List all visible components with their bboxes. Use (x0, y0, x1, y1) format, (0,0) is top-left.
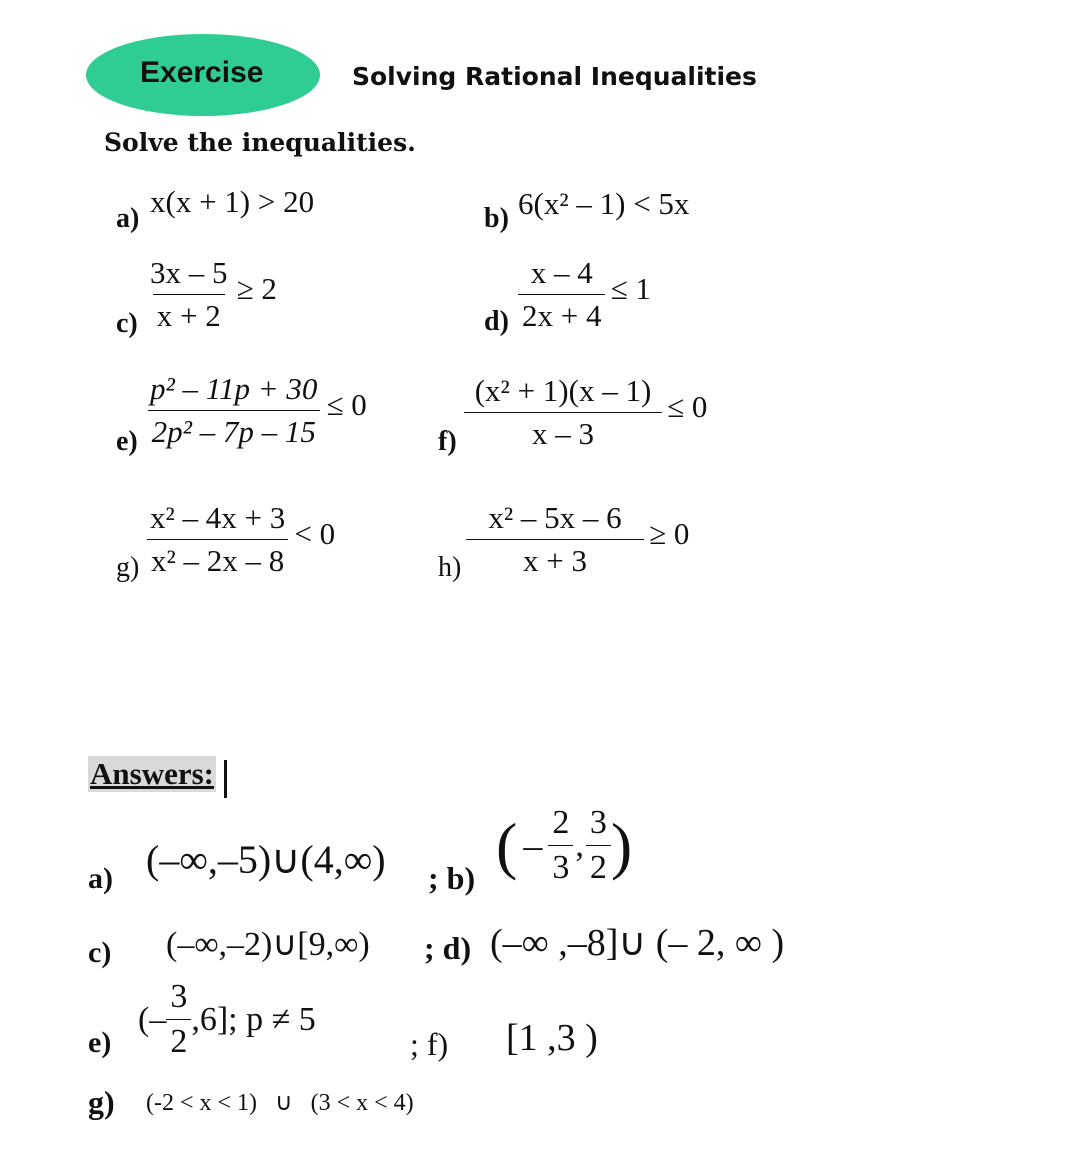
answer-b-fraction-1 (548, 804, 573, 887)
problem-c-denominator: x + 2 (153, 294, 225, 334)
problem-g-fraction (146, 500, 289, 579)
problem-e-label: e) (116, 426, 138, 457)
answer-b-num-1: 2 (552, 804, 570, 841)
answer-b-close-paren: ) (610, 809, 633, 881)
answer-a-text: (–∞,–5)∪(4,∞) (146, 837, 386, 882)
problem-d-denominator: 2x + 4 (518, 294, 605, 334)
problem-a-label: a) (116, 203, 140, 234)
problem-c-relation: ≥ 2 (236, 271, 277, 306)
answer-e-den: 2 (166, 1019, 191, 1061)
answer-e-label: e) (88, 1026, 112, 1059)
problem-c-label: c) (116, 308, 138, 339)
problem-f-relation: ≤ 0 (667, 389, 708, 424)
exercise-badge-label: Exercise (140, 56, 264, 89)
answer-e-fraction (166, 978, 191, 1061)
answer-b-open-paren: ( (496, 809, 518, 881)
answer-b-comma: , (575, 826, 584, 864)
answer-g-label: g) (88, 1084, 115, 1120)
problem-f-numerator: (x² + 1)(x – 1) (474, 373, 652, 408)
answer-e-num: 3 (170, 978, 188, 1015)
problem-d-label: d) (484, 306, 509, 337)
problem-f-fraction (464, 373, 662, 452)
page-title: Solving Rational Inequalities (352, 62, 757, 91)
problem-c-fraction (146, 255, 232, 334)
problem-g-numerator: x² – 4x + 3 (150, 500, 286, 535)
answer-e-expr (138, 978, 316, 1061)
answer-b-den-2: 2 (586, 845, 611, 887)
answer-e-post: ,6]; p ≠ 5 (191, 1000, 316, 1038)
answer-a-label: a) (88, 862, 113, 895)
problem-g-label: g) (116, 552, 140, 583)
problem-d-numerator: x – 4 (530, 255, 593, 290)
problem-e-expr (146, 371, 367, 450)
answer-f-label: ; f) (410, 1026, 449, 1062)
answer-b-den-1: 3 (548, 845, 573, 887)
problem-h-expr (466, 500, 689, 579)
answer-d-text: (–∞ ,–8]∪ (– 2, ∞ ) (490, 922, 785, 964)
text-cursor (224, 760, 227, 798)
problem-e-relation: ≤ 0 (326, 387, 367, 422)
answer-b-minus: – (523, 824, 543, 867)
problem-g-denominator: x² – 2x – 8 (147, 539, 288, 579)
answer-b-num-2: 3 (589, 804, 607, 841)
answer-c-label: c) (88, 936, 112, 969)
problem-c-expr (146, 255, 277, 334)
answers-heading: Answers: (90, 756, 214, 791)
problem-b-label: b) (484, 203, 509, 234)
answer-b-fraction-2 (586, 804, 611, 887)
problem-f-expr (464, 373, 707, 452)
answer-b-label: ; b) (428, 860, 476, 896)
problem-h-label: h) (438, 552, 462, 583)
problem-b-expr: 6(x² – 1) < 5x (518, 186, 690, 221)
problem-e-fraction (146, 371, 321, 450)
problem-f-label: f) (438, 426, 457, 457)
answer-e-pre: (– (138, 1000, 167, 1038)
problem-a-expr: x(x + 1) > 20 (150, 184, 315, 219)
problem-e-denominator: 2p² – 7p – 15 (148, 410, 320, 450)
problem-h-fraction (466, 500, 644, 579)
answer-d-label: ; d) (424, 930, 472, 966)
instruction: Solve the inequalities. (104, 128, 416, 157)
problem-f-denominator: x – 3 (464, 412, 662, 452)
problem-g-expr (146, 500, 335, 579)
problem-h-denominator: x + 3 (466, 539, 644, 579)
problem-d-expr (518, 255, 651, 334)
problem-d-fraction (518, 255, 605, 334)
answer-f-text: [1 ,3 ) (506, 1017, 598, 1059)
problem-h-numerator: x² – 5x – 6 (488, 500, 622, 535)
problem-e-numerator: p² – 11p + 30 (150, 371, 318, 406)
problem-h-relation: ≥ 0 (649, 516, 690, 551)
problem-d-relation: ≤ 1 (610, 271, 651, 306)
answer-c-text: (–∞,–2)∪[9,∞) (166, 926, 370, 963)
problem-g-relation: < 0 (294, 516, 336, 551)
answer-g-text: (-2 < x < 1) ∪ (3 < x < 4) (146, 1090, 414, 1116)
answer-b-expr (496, 804, 632, 887)
problem-c-numerator: 3x – 5 (150, 255, 228, 290)
